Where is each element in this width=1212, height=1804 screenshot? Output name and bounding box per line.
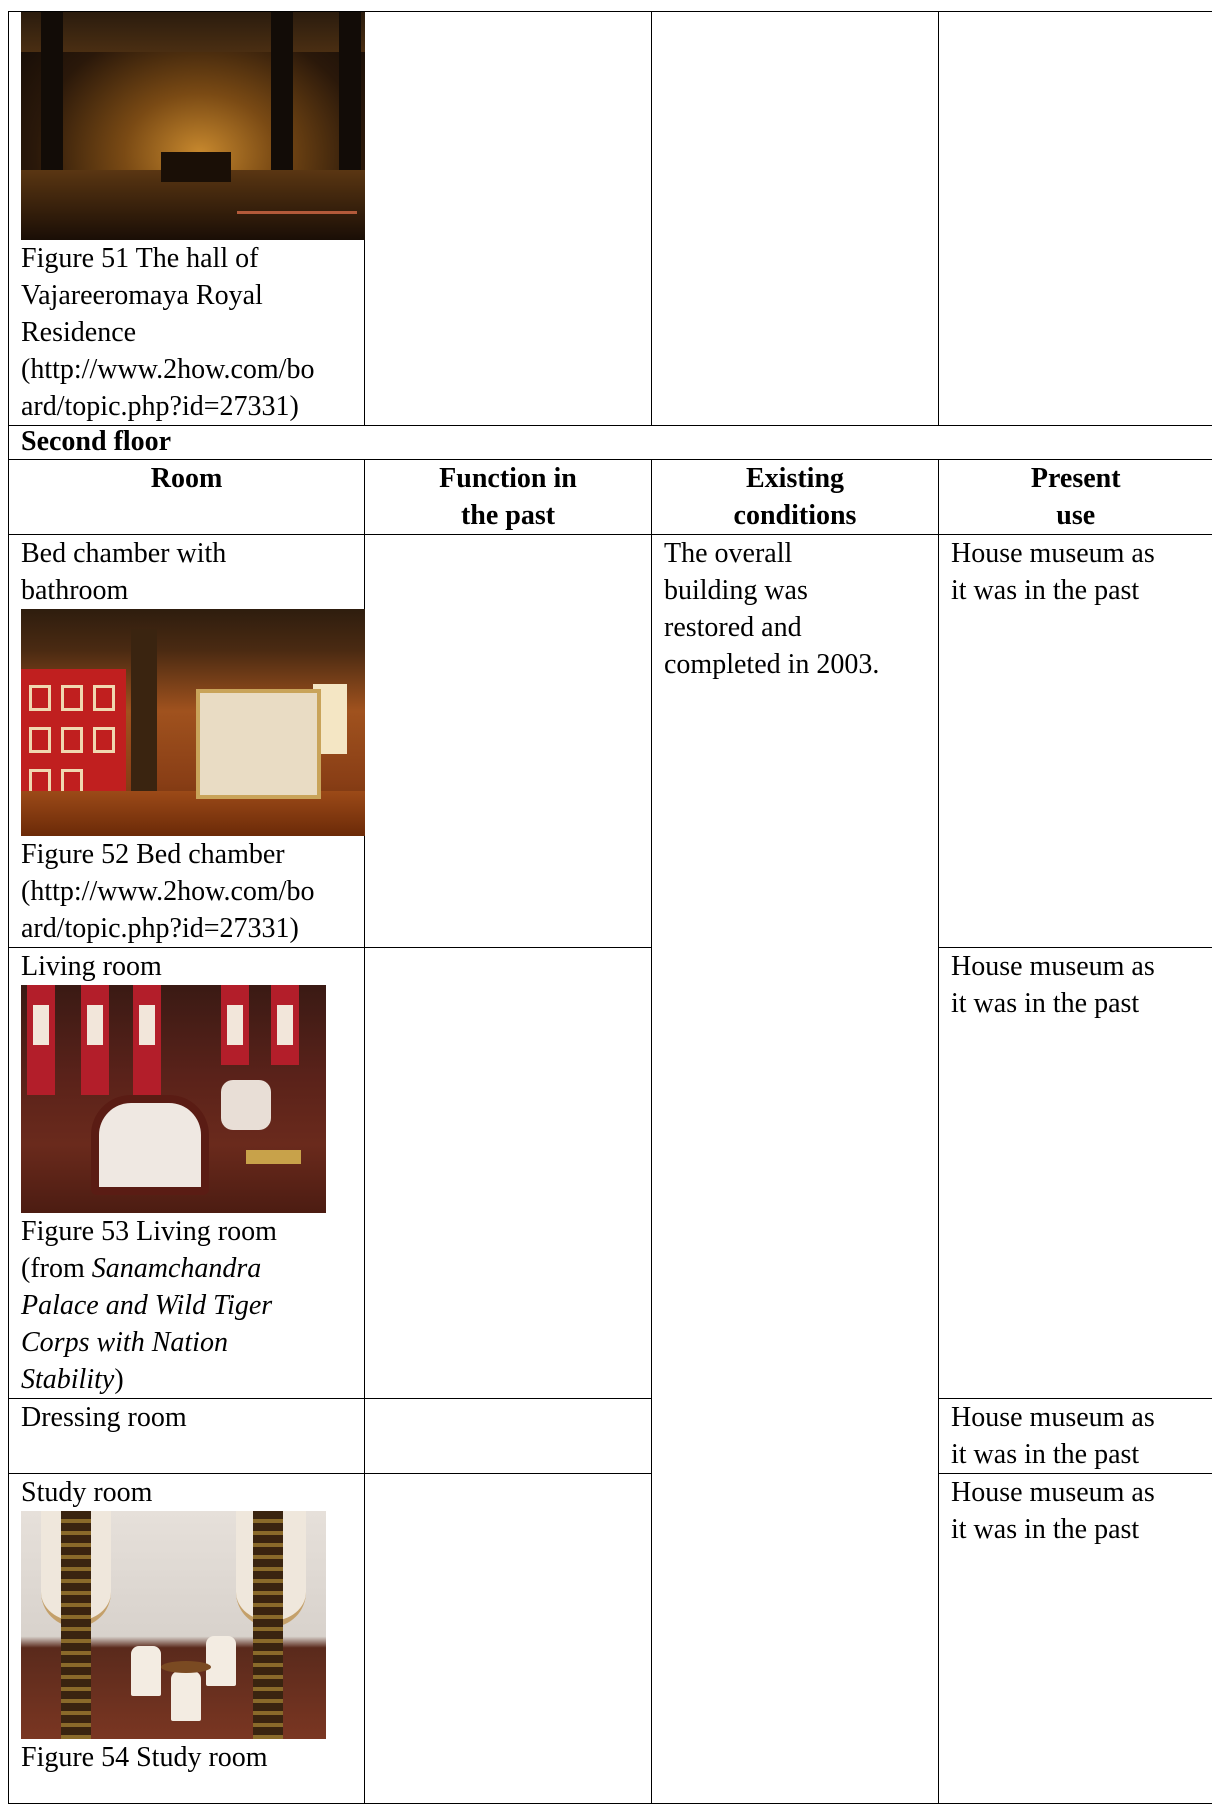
table-row-bed-chamber: [9, 535, 1212, 948]
header-function: Function in the past: [365, 460, 652, 535]
figure-52-caption: Figure 52 Bed chamber (http://www.2how.com/bo ard/topic.php?id=27331): [21, 836, 352, 947]
function-cell-bed-chamber: [365, 535, 652, 948]
header-existing: Existing conditions: [652, 460, 939, 535]
study-room-photo: [21, 1511, 326, 1739]
table-row-dressing-room: [9, 1399, 1212, 1474]
function-cell-dressing-room: [365, 1399, 652, 1474]
present-cell-living-room: House museum as it was in the past: [939, 948, 1212, 1399]
figure-54-caption: Figure 54 Study room: [21, 1739, 352, 1776]
present-cell-dressing-room: House museum as it was in the past: [939, 1399, 1212, 1474]
section-title: Second floor: [9, 426, 1212, 460]
table-row-hall: [9, 12, 1212, 426]
function-cell-hall: [365, 12, 652, 426]
figure-53-caption: Figure 53 Living room (from Sanamchandra Palace and Wild Tiger Corps with Nation Stability): [21, 1213, 352, 1398]
living-room-photo: [21, 985, 326, 1213]
present-cell-bed-chamber: House museum as it was in the past: [939, 535, 1212, 948]
existing-conditions-cell: The overall building was restored and completed in 2003.: [652, 535, 939, 1804]
figure-51-caption: Figure 51 The hall of Vajareeromaya Royal Residence (http://www.2how.com/bo ard/topic.php?id=27331): [21, 240, 352, 425]
room-cell-living-room: Living room Figure 53 Living room (from Sanamchandra Palace and Wild Tiger Corps with Nation Stability): [9, 948, 365, 1399]
function-cell-living-room: [365, 948, 652, 1399]
room-cell-bed-chamber: Bed chamber with bathroom Figure 52 Bed chamber (http://www.2how.com/bo ard/topic.php?id=27331): [9, 535, 365, 948]
header-row: [9, 460, 1212, 535]
function-cell-study-room: [365, 1474, 652, 1804]
hall-photo: [21, 12, 365, 240]
present-cell-study-room: House museum as it was in the past: [939, 1474, 1212, 1804]
room-cell-dressing-room: Dressing room: [9, 1399, 365, 1474]
rooms-table: [8, 11, 1212, 1804]
header-room: Room: [9, 460, 365, 535]
room-cell-hall: [9, 12, 365, 426]
present-cell-hall: [939, 12, 1212, 426]
room-cell-study-room: Study room Figure 54 Study room: [9, 1474, 365, 1804]
existing-cell-hall: [652, 12, 939, 426]
section-row: [9, 426, 1212, 460]
header-present: Present use: [939, 460, 1212, 535]
bed-chamber-photo: [21, 609, 365, 836]
table-row-living-room: [9, 948, 1212, 1399]
table-row-study-room: [9, 1474, 1212, 1804]
document-page: [8, 11, 1212, 1804]
